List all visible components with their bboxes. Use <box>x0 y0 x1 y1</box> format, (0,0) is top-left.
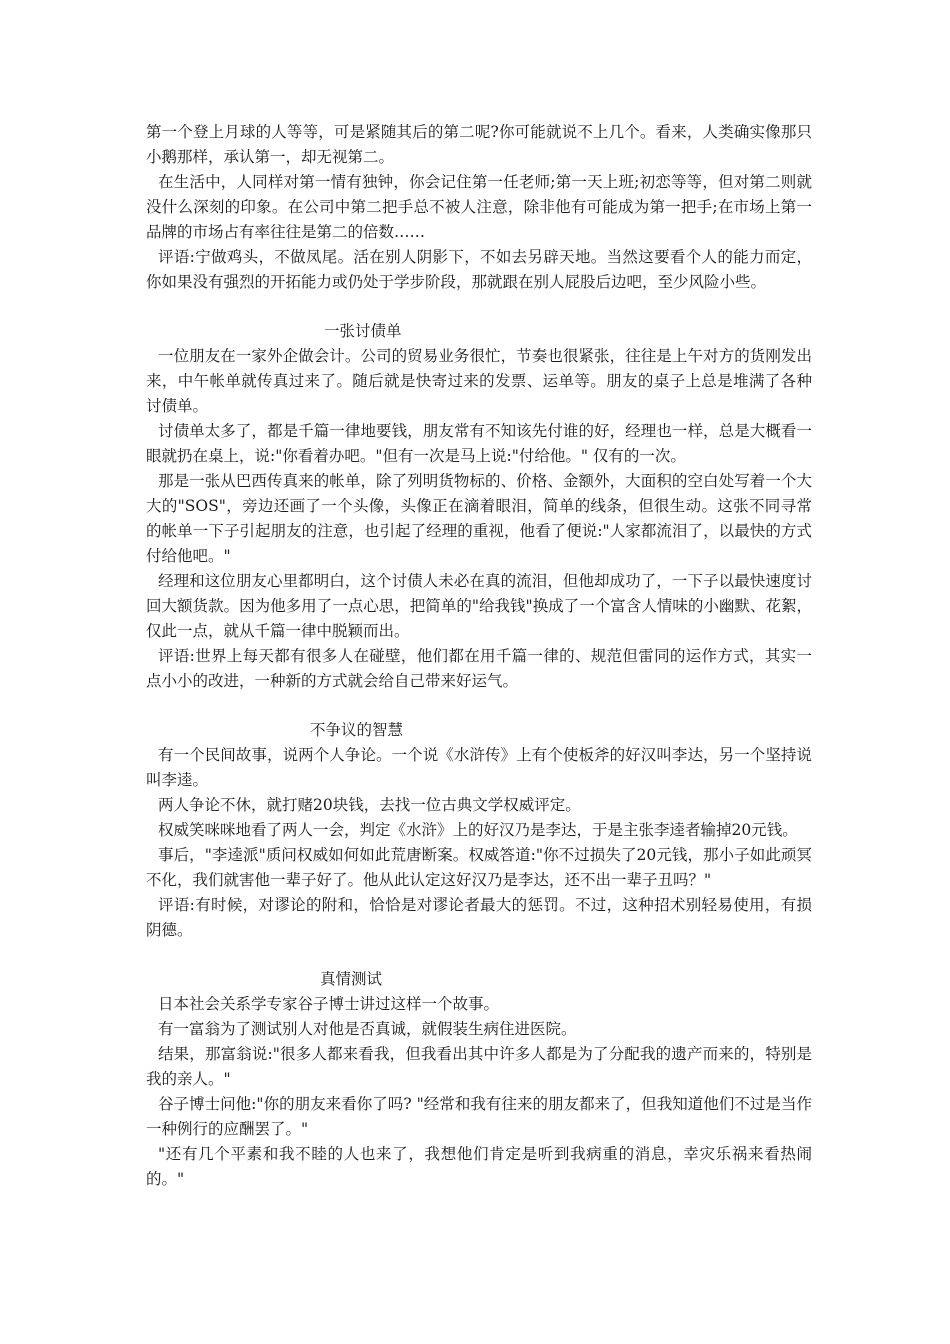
intro-paragraph: 第一个登上月球的人等等，可是紧随其后的第二呢?你可能就说不上几个。看来，人类确实像那只小鹅那样，承认第一，却无视第二。 <box>146 123 812 166</box>
section2-paragraph: 权威笑咪咪地看了两人一会，判定《水浒》上的好汉乃是李达，于是主张李逵者输掉20元钱。 <box>158 821 798 839</box>
section3-paragraph: "还有几个平素和我不睦的人也来了，我想他们肯定是听到我病重的消息，幸灾乐祸来看热闹的。" <box>146 1145 812 1188</box>
section-spacer <box>146 943 812 967</box>
section3-paragraph: 谷子博士问他:"你的朋友来看你了吗? "经常和我有往来的朋友都来了，但我知道他们不过是当作一种例行的应酬罢了。" <box>146 1095 812 1138</box>
section3-paragraph: 有一富翁为了测试别人对他是否真诚，就假装生病住进医院。 <box>158 1020 577 1038</box>
section2-paragraph: 有一个民间故事，说两个人争论。一个说《水浒传》上有个使板斧的好汉叫李达，另一个坚持说叫李逵。 <box>146 746 812 789</box>
intro-review: 评语:宁做鸡头，不做凤尾。活在别人阴影下，不如去另辟天地。当然这要看个人的能力而定，你如果没有强烈的开拓能力或仍处于学步阶段，那就跟在别人屁股后边吧，至少风险小些。 <box>146 248 812 291</box>
section1-review: 评语:世界上每天都有很多人在碰壁，他们都在用千篇一律的、规范但雷同的运作方式，其实一点小小的改进，一种新的方式就会给自己带来好运气。 <box>146 647 812 690</box>
section1-paragraph: 一位朋友在一家外企做会计。公司的贸易业务很忙，节奏也很紧张，往往是上午对方的货刚发出来，中午帐单就传真过来了。随后就是快寄过来的发票、运单等。朋友的桌子上总是堆满了各种讨债单。 <box>146 347 812 415</box>
document-page <box>146 120 812 1192</box>
section-spacer <box>146 295 812 319</box>
section2-review: 评语:有时候，对谬论的附和，恰恰是对谬论者最大的惩罚。不过，这种招术别轻易使用，有损阴德。 <box>146 896 812 939</box>
section3-paragraph: 日本社会关系学专家谷子博士讲过这样一个故事。 <box>158 995 500 1013</box>
section1-paragraph: 那是一张从巴西传真来的帐单，除了列明货物标的、价格、金额外，大面积的空白处写着一个大大的"SOS"，旁边还画了一个头像，头像正在滴着眼泪，简单的线条，但很生动。这张不同寻常的帐单一下子引起朋友的注意，也引起了经理的重视，他看了便说:"人家都流泪了，以最快的方式付给他吧。" <box>146 472 812 565</box>
intro-paragraph: 在生活中，人同样对第一情有独钟，你会记住第一任老师;第一天上班;初恋等等，但对第二则就没什么深刻的印象。在公司中第二把手总不被人注意，除非他有可能成为第一把手;在市场上第一品牌的市场占有率往往是第二的倍数…… <box>146 173 812 241</box>
section3-paragraph: 结果，那富翁说:"很多人都来看我，但我看出其中许多人都是为了分配我的遗产而来的，特别是我的亲人。" <box>146 1045 812 1088</box>
section-spacer <box>146 694 812 718</box>
section-title-debt-bill: 一张讨债单 <box>324 322 402 340</box>
section1-paragraph: 经理和这位朋友心里都明白，这个讨债人未必在真的流泪，但他却成功了，一下子以最快速度讨回大额货款。因为他多用了一点心思，把简单的"给我钱"换成了一个富含人情味的小幽默、花絮，仅此一点，就从千篇一律中脱颖而出。 <box>146 572 812 640</box>
section2-paragraph: 事后，"李逵派"质问权威如何如此荒唐断案。权威答道:"你不过损失了20元钱，那小子如此顽冥不化，我们就害他一辈子好了。他从此认定这好汉乃是李达，还不出一辈子丑吗？" <box>146 846 812 889</box>
section1-paragraph: 讨债单太多了，都是千篇一律地要钱，朋友常有不知该先付谁的好，经理也一样，总是大概看一眼就扔在桌上，说:"你看着办吧。"但有一次是马上说:"付给他。" 仅有的一次。 <box>146 422 812 465</box>
section2-paragraph: 两人争论不休，就打赌20块钱，去找一位古典文学权威评定。 <box>158 796 581 814</box>
section-title-no-dispute-wisdom: 不争议的智慧 <box>310 721 404 739</box>
section-title-sincerity-test: 真情测试 <box>320 970 383 988</box>
